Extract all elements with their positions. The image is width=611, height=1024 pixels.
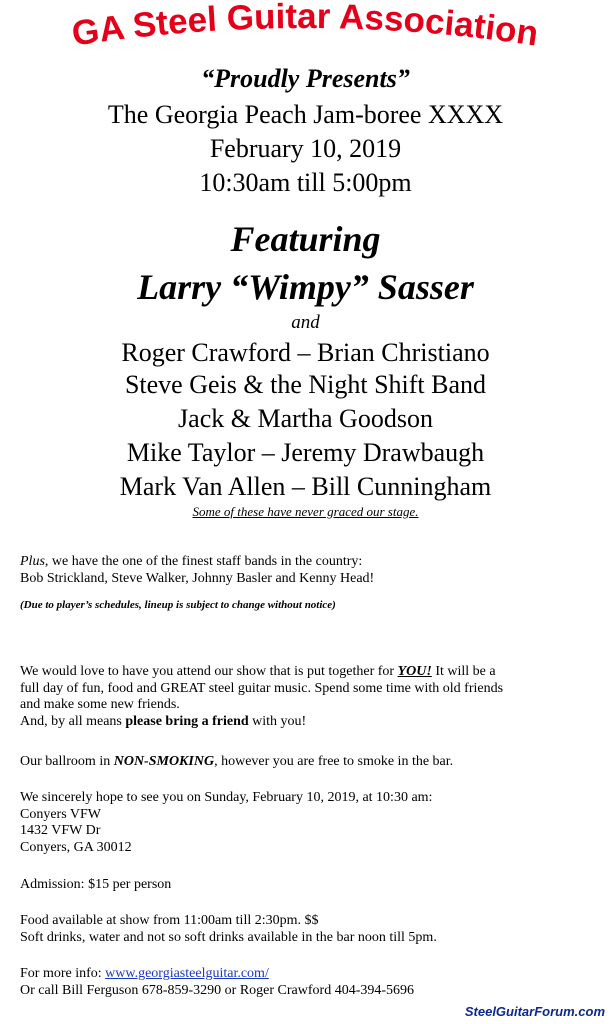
staff-band-paragraph — [20, 554, 374, 587]
event-date: February 10, 2019 — [209, 134, 402, 163]
lineup-disclaimer: (Due to player’s schedules, lineup is subject to change without notice) — [20, 599, 336, 611]
venue-street: 1432 VFW Dr — [20, 823, 101, 838]
headliner-name: Larry “Wimpy” Sasser — [137, 267, 474, 307]
proudly-presents: “Proudly Presents” — [201, 64, 410, 93]
forum-watermark: SteelGuitarForum.com — [464, 1004, 605, 1019]
artist-line: Steve Geis & the Night Shift Band — [124, 370, 487, 399]
staff-line-1: , we have the one of the finest staff bands in the country: — [44, 554, 363, 569]
invite-paragraph — [20, 664, 503, 730]
more-info-label: For more info: — [20, 966, 106, 981]
event-name: The Georgia Peach Jam-boree XXXX — [107, 100, 504, 129]
smoking-policy — [20, 754, 453, 771]
contact-block — [20, 966, 414, 999]
website-link[interactable]: www.georgiasteelguitar.com/ — [105, 966, 269, 981]
event-time: 10:30am till 5:00pm — [199, 168, 412, 197]
invite-text: with you! — [248, 713, 307, 729]
venue-city: Conyers, GA 30012 — [20, 839, 132, 855]
invite-text: We would love to have you attend our show that is put together for — [20, 664, 398, 679]
org-title: GA Steel Guitar Association — [69, 0, 541, 54]
staff-line-2: Bob Strickland, Steve Walker, Johnny Basler and Kenny Head! — [20, 570, 375, 586]
phone-contacts: Or call Bill Ferguson 678-859-3290 or Roger Crawford 404-394-5696 — [20, 982, 415, 998]
smoking-text: , however you are free to smoke in the bar. — [214, 754, 454, 769]
food-drinks-block — [20, 913, 437, 946]
invite-text: And, by all means — [20, 713, 126, 729]
venue-block — [20, 790, 432, 856]
invite-line-2: full day of fun, food and GREAT steel guitar music. Spend some time with old friends — [20, 680, 504, 696]
food-line: Food available at show from 11:00am till 2:30pm. $$ — [20, 913, 319, 928]
featuring-heading: Featuring — [230, 219, 381, 259]
non-smoking-emphasis: NON-SMOKING — [113, 754, 215, 769]
artist-line: Roger Crawford – Brian Christiano — [121, 338, 490, 367]
and-text: and — [291, 312, 320, 333]
venue-name: Conyers VFW — [20, 806, 102, 822]
artist-line: Mark Van Allen – Bill Cunningham — [119, 472, 492, 501]
venue-intro: We sincerely hope to see you on Sunday, February 10, 2019, at 10:30 am: — [20, 790, 433, 805]
bring-friend-emphasis: please bring a friend — [125, 713, 249, 729]
artist-line: Mike Taylor – Jeremy Drawbaugh — [126, 438, 485, 467]
invite-line-3: and make some new friends. — [20, 697, 180, 712]
smoking-text: Our ballroom in — [20, 754, 114, 769]
lineup-note: Some of these have never graced our stage. — [192, 504, 419, 519]
admission-price: Admission: $15 per person — [20, 877, 172, 892]
you-emphasis: YOU! — [397, 664, 432, 679]
artist-line: Jack & Martha Goodson — [178, 404, 433, 433]
drinks-line: Soft drinks, water and not so soft drinks available in the bar noon till 5pm. — [20, 929, 437, 945]
plus-word: Plus — [20, 554, 45, 569]
invite-text: It will be a — [431, 664, 496, 679]
